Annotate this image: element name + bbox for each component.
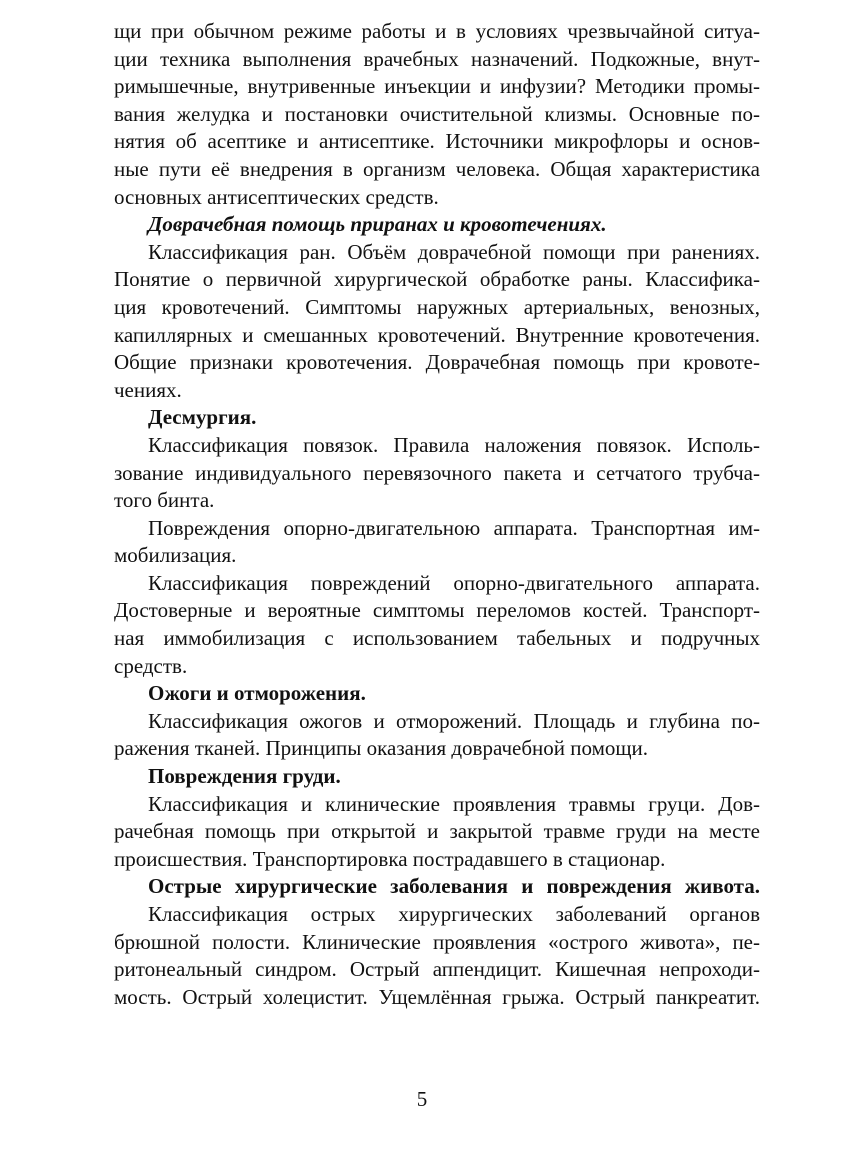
text-line: капиллярных и смешанных кровотечений. Внутренние кровотечения. <box>114 322 760 347</box>
text-line: Классификация повязок. Правила наложения повязок. Исполь- <box>148 432 760 457</box>
text-line: ции техника выполнения врачебных назначений. Подкожные, внут- <box>114 46 760 71</box>
text-line: ция кровотечений. Симптомы наружных артериальных, венозных, <box>114 294 760 319</box>
text-line: Классификация повреждений опорно-двигательного аппарата. <box>148 570 760 595</box>
text-line: рачебная помощь при открытой и закрытой травме груди на месте <box>114 819 760 844</box>
text-line: мость. Острый холецистит. Ущемлённая грыжа. Острый панкреатит. <box>114 984 760 1009</box>
text-line: Достоверные и вероятные симптомы переломов костей. Транспорт- <box>114 598 760 623</box>
section-heading: Десмургия. <box>148 405 257 430</box>
text-line: Классификация ран. Объём доврачебной помощи при ранениях. <box>148 239 760 264</box>
text-line: Классификация и клинические проявления травмы груци. Дов- <box>148 791 760 816</box>
text-line: Понятие о первичной хирургической обработке раны. Классифика- <box>114 267 760 292</box>
section-heading: Ожоги и отморожения. <box>148 681 366 706</box>
body-text <box>114 18 760 1011</box>
text-line: брюшной полости. Клинические проявления «острого живота», пе- <box>114 929 760 954</box>
text-line: римышечные, внутривенные инъекции и инфузии? Методики промы- <box>114 74 760 99</box>
text-line: щи при обычном режиме работы и в условиях чрезвычайной ситуа- <box>114 19 760 43</box>
text-line: мобилизация. <box>114 543 237 568</box>
text-line: средств. <box>114 653 188 678</box>
page-number: 5 <box>416 1087 428 1111</box>
text-line: ная иммобилизация с использованием табельных и подручных <box>114 626 760 651</box>
text-line: того бинта. <box>114 488 215 513</box>
text-line: ритонеальный синдром. Острый аппендицит. Кишечная непроходи- <box>114 957 760 982</box>
text-line: основных антисептических средств. <box>114 184 439 209</box>
text-line: вания желудка и постановки очистительной клизмы. Основные по- <box>114 101 760 126</box>
section-heading: Острые хирургические заболевания и повреждения живота. <box>148 874 760 899</box>
text-line: Классификация ожогов и отморожений. Площадь и глубина по- <box>148 708 760 733</box>
text-line: нятия об асептике и антисептике. Источники микрофлоры и основ- <box>114 129 760 154</box>
text-line: ражения тканей. Принципы оказания доврачебной помощи. <box>114 736 649 761</box>
text-line: чениях. <box>114 377 182 402</box>
text-line: Повреждения опорно-двигательною аппарата. Транспортная им- <box>148 515 760 540</box>
section-heading: Доврачебная помощь приранах и кровотечениях. <box>148 212 607 237</box>
section-heading: Повреждения груди. <box>148 764 341 789</box>
text-line: зование индивидуального перевязочного пакета и сетчатого трубча- <box>114 460 760 485</box>
text-line: Общие признаки кровотечения. Доврачебная помощь при кровоте- <box>114 350 760 375</box>
text-line: Классификация острых хирургических заболеваний органов <box>148 902 760 926</box>
text-line: ные пути её внедрения в организм человека. Общая характеристика <box>114 156 760 181</box>
text-line: происшествия. Транспортировка пострадавшего в стационар. <box>114 846 666 871</box>
